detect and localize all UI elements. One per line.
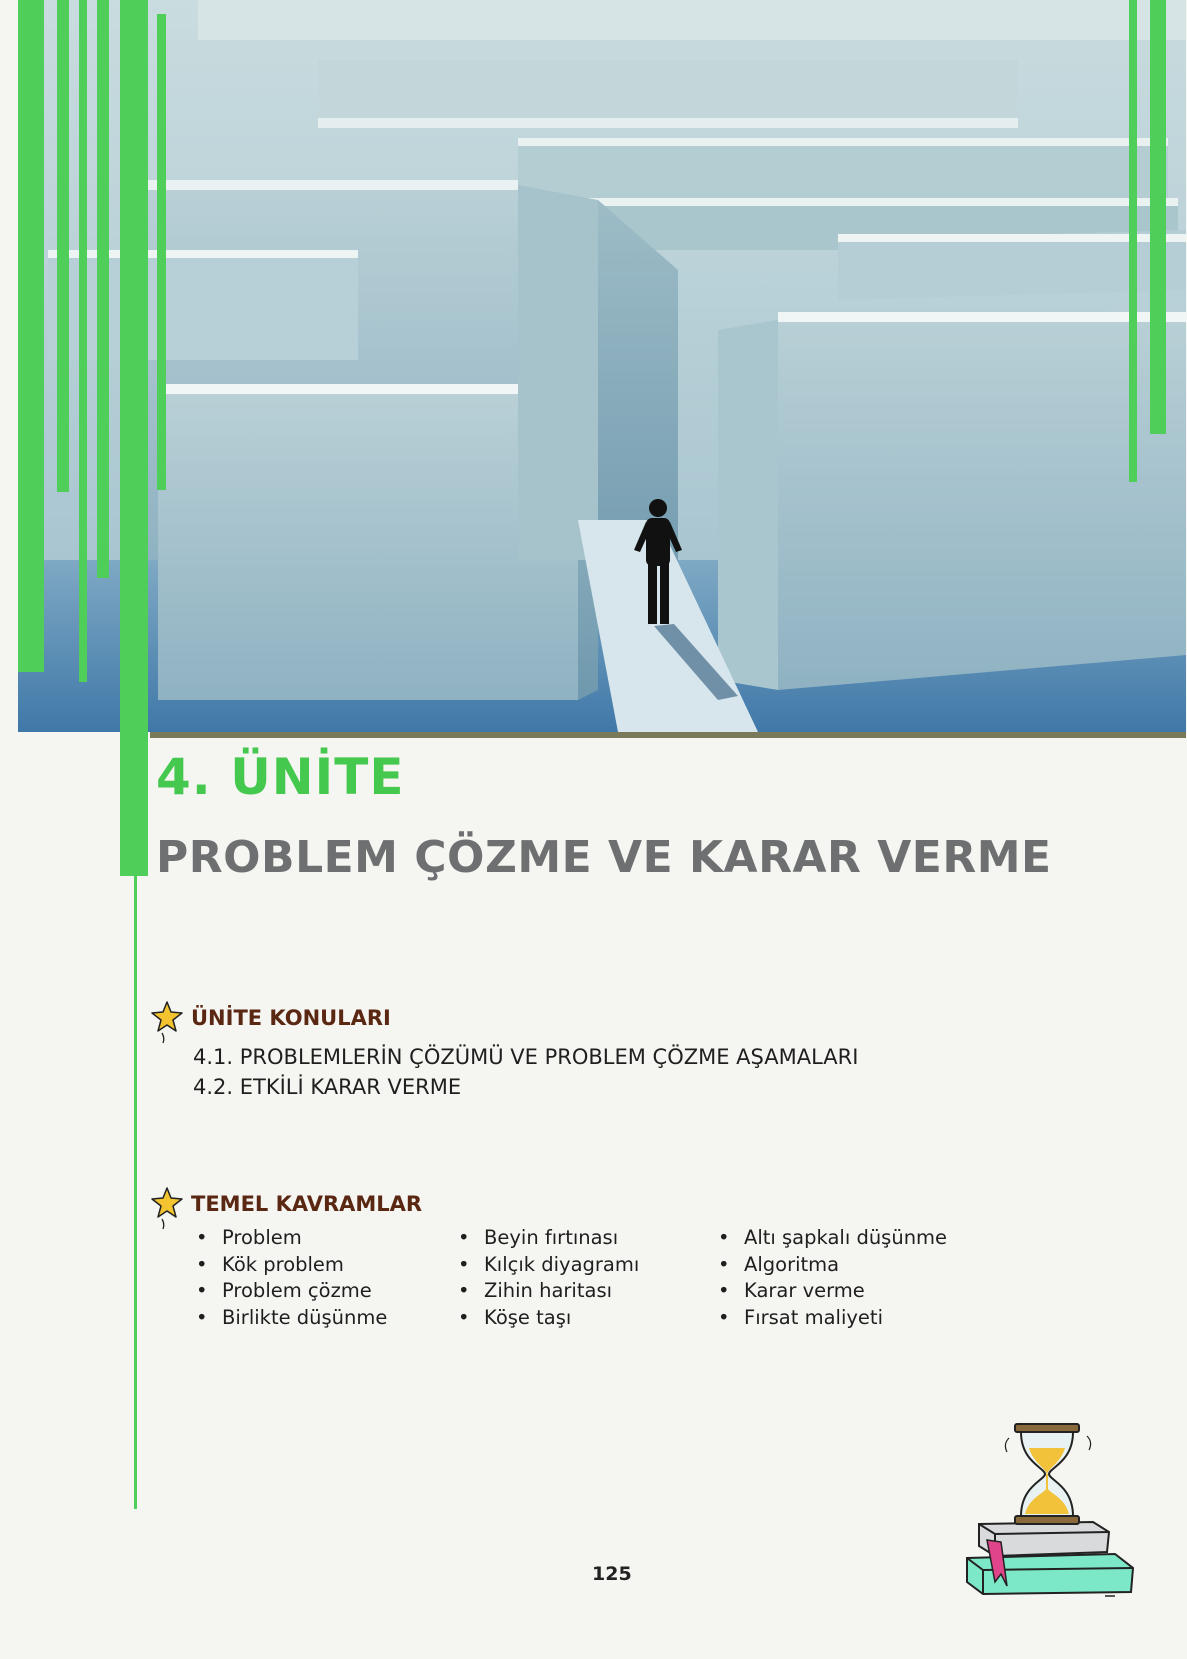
green-stripe (1129, 0, 1137, 482)
unit-title: 4. ÜNİTE (156, 748, 405, 806)
concept-label: Kılçık diyagramı (484, 1252, 640, 1276)
concept-label: Algoritma (744, 1252, 840, 1276)
concept-label: Kök problem (222, 1252, 344, 1276)
bullet: • (458, 1226, 470, 1249)
concept-label: Beyin fırtınası (484, 1226, 619, 1249)
concept-item (196, 1252, 387, 1279)
page-number: 125 (592, 1563, 632, 1585)
concept-item (196, 1305, 387, 1332)
star-icon (150, 1000, 184, 1044)
green-stripe (120, 0, 148, 876)
green-stripe (134, 876, 137, 1509)
green-stripe (157, 14, 166, 490)
green-stripe (1150, 0, 1166, 434)
concept-item (458, 1305, 639, 1332)
star-icon (150, 1186, 184, 1230)
bullet: • (196, 1305, 208, 1329)
concept-label: Problem (222, 1226, 302, 1249)
bullet: • (458, 1279, 470, 1302)
green-stripe (97, 0, 109, 578)
unit-subtitle: PROBLEM ÇÖZME VE KARAR VERME (156, 832, 1052, 883)
concept-label: Köşe taşı (484, 1305, 572, 1329)
concept-item (458, 1278, 639, 1305)
concept-item (718, 1305, 947, 1332)
concept-item (196, 1278, 387, 1305)
green-stripe (57, 0, 69, 492)
bullet: • (196, 1252, 208, 1276)
topics-heading: ÜNİTE KONULARI (191, 1006, 391, 1030)
concepts-column (196, 1225, 387, 1331)
bullet: • (718, 1279, 730, 1302)
concepts-column (718, 1225, 947, 1331)
concept-label: Altı şapkalı düşünme (744, 1226, 948, 1249)
green-stripe (79, 0, 87, 682)
green-stripe (18, 0, 44, 672)
concept-item (458, 1252, 639, 1279)
topic-item: 4.1. PROBLEMLERİN ÇÖZÜMÜ VE PROBLEM ÇÖZME AŞAMALARI (193, 1045, 859, 1069)
concept-item (718, 1225, 947, 1252)
topics-list (193, 1042, 858, 1102)
bullet: • (196, 1226, 208, 1249)
bullet: • (718, 1305, 730, 1329)
bullet: • (718, 1226, 730, 1249)
bullet: • (458, 1305, 470, 1329)
concept-item (718, 1252, 947, 1279)
concept-label: Zihin haritası (484, 1279, 613, 1302)
concepts-column (458, 1225, 639, 1331)
concept-label: Karar verme (744, 1279, 865, 1302)
concept-item (196, 1225, 387, 1252)
concept-label: Fırsat maliyeti (744, 1305, 883, 1329)
hero-bottom-rule (150, 732, 1186, 738)
concept-item (718, 1278, 947, 1305)
bullet: • (458, 1252, 470, 1276)
concepts-heading: TEMEL KAVRAMLAR (191, 1192, 423, 1216)
bullet: • (718, 1252, 730, 1276)
concept-item (458, 1225, 639, 1252)
concept-label: Birlikte düşünme (222, 1305, 388, 1329)
maze-photo (18, 0, 1186, 732)
bullet: • (196, 1279, 208, 1302)
topic-item: 4.2. ETKİLİ KARAR VERME (193, 1075, 462, 1099)
concept-label: Problem çözme (222, 1279, 372, 1302)
hourglass-books-illustration (965, 1418, 1135, 1598)
